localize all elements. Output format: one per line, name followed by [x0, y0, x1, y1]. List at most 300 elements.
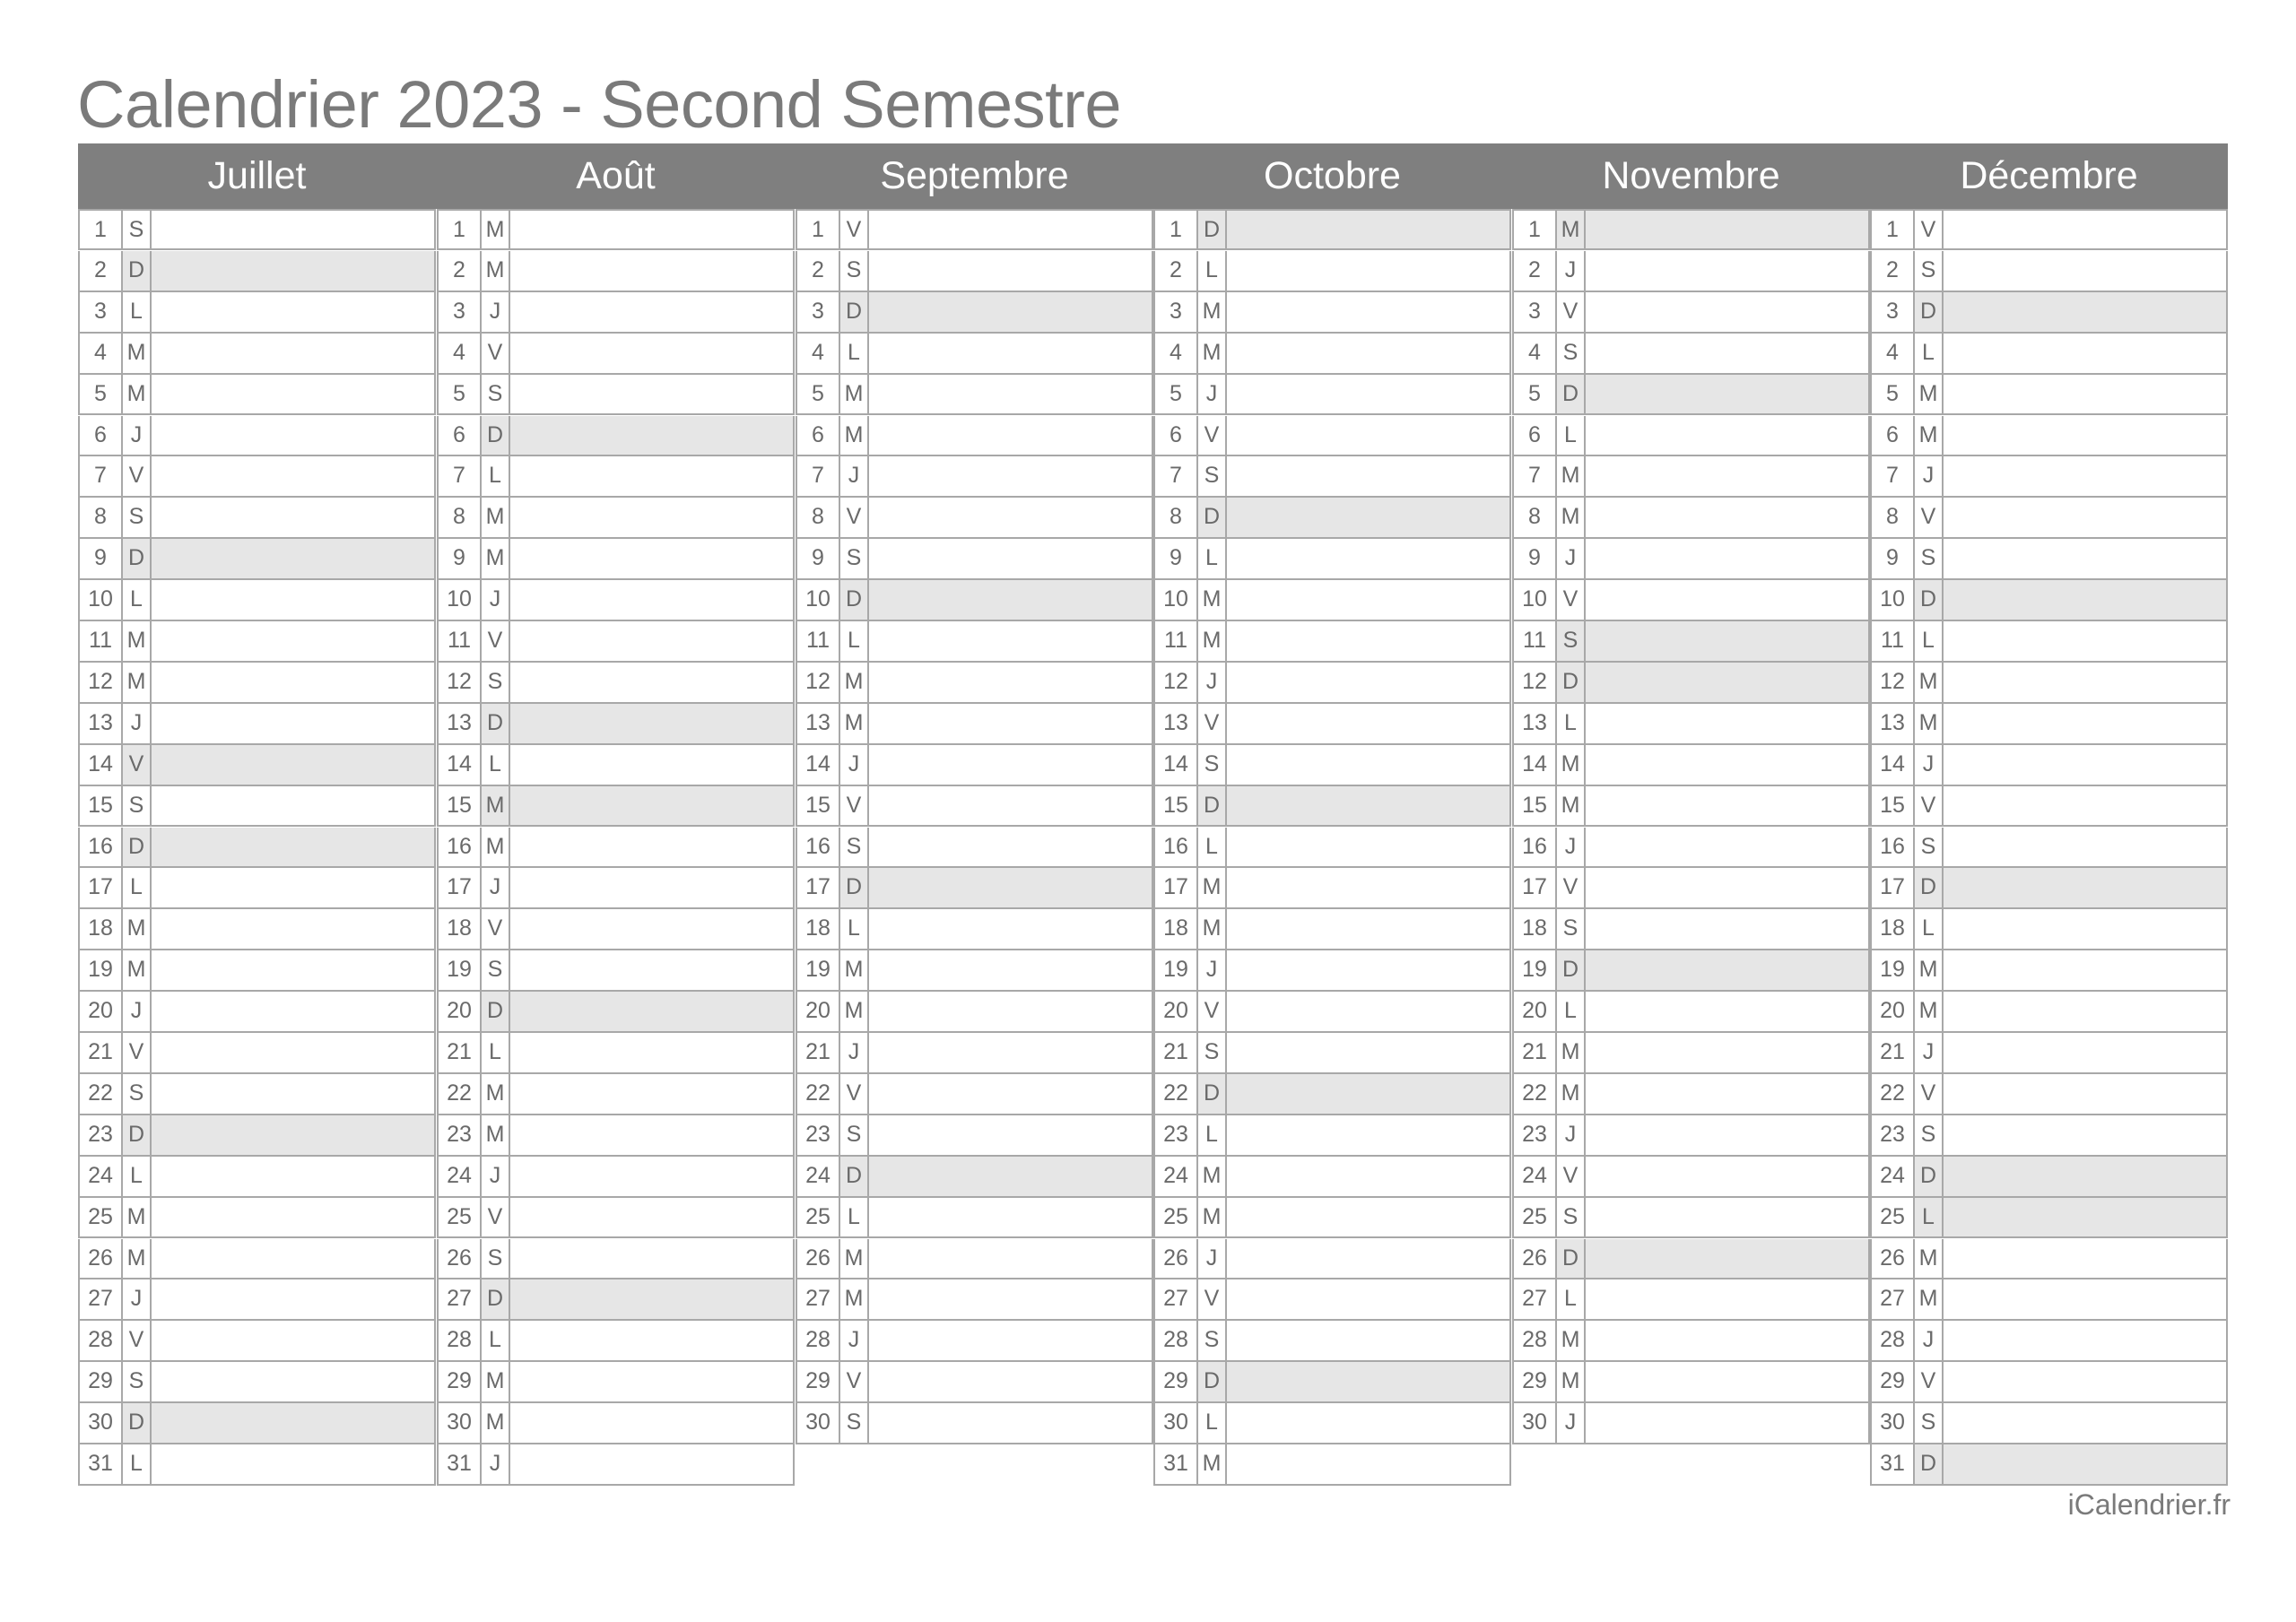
day-row[interactable]: [1153, 456, 1511, 498]
day-note-cell[interactable]: [1586, 1239, 1868, 1279]
day-row[interactable]: [1153, 209, 1511, 250]
day-note-cell[interactable]: [1944, 498, 2226, 537]
day-note-cell[interactable]: [510, 251, 793, 291]
day-row[interactable]: [1870, 1074, 2228, 1115]
day-note-cell[interactable]: [1586, 456, 1868, 496]
day-note-cell[interactable]: [1944, 1198, 2226, 1237]
day-note-cell[interactable]: [510, 786, 793, 826]
day-note-cell[interactable]: [152, 580, 434, 620]
day-row[interactable]: [437, 539, 795, 580]
day-row[interactable]: [796, 950, 1153, 992]
day-row[interactable]: [1153, 580, 1511, 621]
day-row[interactable]: [1153, 251, 1511, 292]
day-note-cell[interactable]: [1227, 786, 1509, 826]
day-row[interactable]: [796, 1033, 1153, 1074]
day-row[interactable]: [437, 1444, 795, 1486]
day-note-cell[interactable]: [152, 539, 434, 578]
day-row[interactable]: [796, 1403, 1153, 1444]
day-row[interactable]: [1153, 334, 1511, 375]
day-note-cell[interactable]: [869, 1157, 1152, 1196]
day-note-cell[interactable]: [1944, 909, 2226, 949]
day-note-cell[interactable]: [1586, 828, 1868, 867]
day-note-cell[interactable]: [1944, 1362, 2226, 1401]
day-note-cell[interactable]: [869, 1198, 1152, 1237]
day-note-cell[interactable]: [152, 1198, 434, 1237]
day-row[interactable]: [796, 1115, 1153, 1157]
day-note-cell[interactable]: [1944, 211, 2226, 248]
day-row[interactable]: [78, 1279, 436, 1321]
day-note-cell[interactable]: [1227, 950, 1509, 990]
day-note-cell[interactable]: [1586, 704, 1868, 743]
day-row[interactable]: [796, 1279, 1153, 1321]
day-row[interactable]: [78, 745, 436, 786]
day-note-cell[interactable]: [869, 663, 1152, 702]
day-row[interactable]: [78, 498, 436, 539]
day-row[interactable]: [1153, 950, 1511, 992]
day-row[interactable]: [796, 1239, 1153, 1280]
day-note-cell[interactable]: [869, 1115, 1152, 1155]
day-row[interactable]: [1870, 580, 2228, 621]
day-note-cell[interactable]: [1944, 1444, 2226, 1484]
day-row[interactable]: [1870, 909, 2228, 950]
day-row[interactable]: [1153, 375, 1511, 416]
day-note-cell[interactable]: [1944, 786, 2226, 826]
day-note-cell[interactable]: [869, 580, 1152, 620]
day-note-cell[interactable]: [1586, 786, 1868, 826]
day-row[interactable]: [796, 456, 1153, 498]
day-row[interactable]: [1870, 292, 2228, 334]
day-row[interactable]: [1870, 416, 2228, 457]
day-row[interactable]: [1512, 992, 1870, 1033]
day-note-cell[interactable]: [1227, 1157, 1509, 1196]
day-note-cell[interactable]: [1227, 1115, 1509, 1155]
day-row[interactable]: [437, 704, 795, 745]
day-row[interactable]: [78, 621, 436, 663]
day-note-cell[interactable]: [510, 580, 793, 620]
day-row[interactable]: [1512, 745, 1870, 786]
day-note-cell[interactable]: [1586, 1198, 1868, 1237]
day-note-cell[interactable]: [1944, 828, 2226, 867]
day-row[interactable]: [1512, 909, 1870, 950]
day-row[interactable]: [78, 868, 436, 909]
day-row[interactable]: [1870, 950, 2228, 992]
day-note-cell[interactable]: [510, 868, 793, 907]
day-note-cell[interactable]: [1586, 1033, 1868, 1072]
day-row[interactable]: [796, 663, 1153, 704]
day-row[interactable]: [1870, 786, 2228, 828]
day-note-cell[interactable]: [510, 745, 793, 785]
day-note-cell[interactable]: [1227, 251, 1509, 291]
day-row[interactable]: [78, 828, 436, 869]
day-row[interactable]: [796, 992, 1153, 1033]
day-note-cell[interactable]: [1944, 663, 2226, 702]
day-note-cell[interactable]: [152, 868, 434, 907]
day-row[interactable]: [796, 334, 1153, 375]
day-note-cell[interactable]: [869, 292, 1152, 332]
day-row[interactable]: [437, 456, 795, 498]
day-row[interactable]: [796, 251, 1153, 292]
day-note-cell[interactable]: [510, 292, 793, 332]
day-row[interactable]: [796, 786, 1153, 828]
day-row[interactable]: [1153, 1362, 1511, 1403]
day-row[interactable]: [78, 1198, 436, 1239]
day-row[interactable]: [78, 1157, 436, 1198]
day-row[interactable]: [78, 456, 436, 498]
day-row[interactable]: [1153, 621, 1511, 663]
day-note-cell[interactable]: [869, 828, 1152, 867]
day-row[interactable]: [78, 292, 436, 334]
day-note-cell[interactable]: [1586, 539, 1868, 578]
day-row[interactable]: [1870, 1115, 2228, 1157]
day-note-cell[interactable]: [510, 1157, 793, 1196]
day-note-cell[interactable]: [152, 292, 434, 332]
day-note-cell[interactable]: [1586, 1362, 1868, 1401]
day-row[interactable]: [1153, 416, 1511, 457]
day-row[interactable]: [796, 745, 1153, 786]
day-note-cell[interactable]: [1227, 828, 1509, 867]
day-note-cell[interactable]: [152, 334, 434, 373]
day-row[interactable]: [1153, 663, 1511, 704]
day-note-cell[interactable]: [1227, 704, 1509, 743]
day-note-cell[interactable]: [152, 375, 434, 414]
day-note-cell[interactable]: [1227, 539, 1509, 578]
day-note-cell[interactable]: [869, 704, 1152, 743]
day-row[interactable]: [796, 909, 1153, 950]
day-note-cell[interactable]: [1586, 498, 1868, 537]
day-note-cell[interactable]: [1227, 1239, 1509, 1279]
day-row[interactable]: [1153, 1198, 1511, 1239]
day-note-cell[interactable]: [869, 1033, 1152, 1072]
day-note-cell[interactable]: [152, 1362, 434, 1401]
day-note-cell[interactable]: [1944, 251, 2226, 291]
day-note-cell[interactable]: [510, 663, 793, 702]
day-row[interactable]: [437, 1279, 795, 1321]
day-row[interactable]: [1870, 539, 2228, 580]
day-note-cell[interactable]: [152, 251, 434, 291]
day-note-cell[interactable]: [510, 1239, 793, 1279]
day-row[interactable]: [1870, 375, 2228, 416]
day-note-cell[interactable]: [510, 334, 793, 373]
day-row[interactable]: [437, 1074, 795, 1115]
day-row[interactable]: [1153, 786, 1511, 828]
day-row[interactable]: [1512, 209, 1870, 250]
day-row[interactable]: [437, 416, 795, 457]
day-note-cell[interactable]: [152, 704, 434, 743]
day-note-cell[interactable]: [1586, 663, 1868, 702]
day-row[interactable]: [78, 1239, 436, 1280]
day-note-cell[interactable]: [1944, 1279, 2226, 1319]
day-row[interactable]: [796, 375, 1153, 416]
day-row[interactable]: [1512, 1157, 1870, 1198]
day-row[interactable]: [1153, 992, 1511, 1033]
day-row[interactable]: [796, 498, 1153, 539]
day-note-cell[interactable]: [152, 992, 434, 1031]
day-row[interactable]: [1153, 498, 1511, 539]
day-row[interactable]: [1153, 1074, 1511, 1115]
day-row[interactable]: [437, 334, 795, 375]
day-row[interactable]: [1512, 1362, 1870, 1403]
day-row[interactable]: [796, 621, 1153, 663]
day-row[interactable]: [1153, 1279, 1511, 1321]
day-row[interactable]: [1512, 704, 1870, 745]
day-row[interactable]: [1153, 828, 1511, 869]
day-note-cell[interactable]: [869, 211, 1152, 248]
day-row[interactable]: [1512, 1033, 1870, 1074]
day-note-cell[interactable]: [510, 828, 793, 867]
day-note-cell[interactable]: [152, 621, 434, 661]
day-row[interactable]: [796, 580, 1153, 621]
day-row[interactable]: [1870, 1362, 2228, 1403]
day-row[interactable]: [1153, 1321, 1511, 1362]
day-row[interactable]: [78, 1074, 436, 1115]
day-row[interactable]: [437, 1198, 795, 1239]
day-row[interactable]: [437, 1362, 795, 1403]
day-note-cell[interactable]: [1227, 663, 1509, 702]
day-note-cell[interactable]: [1586, 621, 1868, 661]
day-note-cell[interactable]: [1944, 868, 2226, 907]
day-note-cell[interactable]: [152, 211, 434, 248]
day-row[interactable]: [1512, 1239, 1870, 1280]
day-row[interactable]: [796, 1074, 1153, 1115]
day-row[interactable]: [437, 1321, 795, 1362]
day-row[interactable]: [78, 209, 436, 250]
day-row[interactable]: [1512, 621, 1870, 663]
day-note-cell[interactable]: [1944, 375, 2226, 414]
day-note-cell[interactable]: [510, 909, 793, 949]
day-row[interactable]: [437, 251, 795, 292]
day-note-cell[interactable]: [1227, 416, 1509, 455]
day-note-cell[interactable]: [1586, 868, 1868, 907]
day-row[interactable]: [437, 209, 795, 250]
day-note-cell[interactable]: [510, 1403, 793, 1443]
day-note-cell[interactable]: [510, 1074, 793, 1114]
day-row[interactable]: [1153, 1157, 1511, 1198]
day-row[interactable]: [1512, 786, 1870, 828]
day-note-cell[interactable]: [510, 1279, 793, 1319]
day-note-cell[interactable]: [869, 909, 1152, 949]
day-note-cell[interactable]: [1944, 456, 2226, 496]
day-row[interactable]: [1870, 209, 2228, 250]
day-note-cell[interactable]: [1586, 211, 1868, 248]
day-row[interactable]: [1512, 416, 1870, 457]
day-note-cell[interactable]: [1586, 292, 1868, 332]
day-note-cell[interactable]: [1227, 1444, 1509, 1484]
day-note-cell[interactable]: [1586, 1115, 1868, 1155]
day-note-cell[interactable]: [1944, 745, 2226, 785]
day-note-cell[interactable]: [869, 1239, 1152, 1279]
day-row[interactable]: [437, 663, 795, 704]
day-row[interactable]: [78, 1321, 436, 1362]
day-row[interactable]: [78, 375, 436, 416]
day-note-cell[interactable]: [152, 909, 434, 949]
day-note-cell[interactable]: [1227, 868, 1509, 907]
day-note-cell[interactable]: [510, 539, 793, 578]
day-row[interactable]: [1512, 539, 1870, 580]
day-note-cell[interactable]: [1944, 1157, 2226, 1196]
day-note-cell[interactable]: [1944, 950, 2226, 990]
day-note-cell[interactable]: [869, 992, 1152, 1031]
day-note-cell[interactable]: [1227, 992, 1509, 1031]
day-row[interactable]: [796, 704, 1153, 745]
day-row[interactable]: [78, 1403, 436, 1444]
day-row[interactable]: [1153, 868, 1511, 909]
day-note-cell[interactable]: [152, 663, 434, 702]
day-note-cell[interactable]: [510, 1321, 793, 1360]
footer-brand[interactable]: iCalendrier.fr: [2067, 1488, 2231, 1521]
day-note-cell[interactable]: [1944, 334, 2226, 373]
day-row[interactable]: [1870, 1403, 2228, 1444]
day-row[interactable]: [1153, 745, 1511, 786]
day-note-cell[interactable]: [1227, 456, 1509, 496]
day-note-cell[interactable]: [869, 251, 1152, 291]
day-row[interactable]: [1153, 1239, 1511, 1280]
day-row[interactable]: [1512, 292, 1870, 334]
day-note-cell[interactable]: [869, 950, 1152, 990]
day-note-cell[interactable]: [152, 1074, 434, 1114]
day-row[interactable]: [1512, 456, 1870, 498]
day-note-cell[interactable]: [510, 1444, 793, 1484]
day-note-cell[interactable]: [1227, 1033, 1509, 1072]
day-note-cell[interactable]: [1944, 539, 2226, 578]
day-row[interactable]: [437, 909, 795, 950]
day-note-cell[interactable]: [152, 828, 434, 867]
day-row[interactable]: [1870, 1279, 2228, 1321]
day-row[interactable]: [78, 786, 436, 828]
day-note-cell[interactable]: [1227, 1198, 1509, 1237]
day-row[interactable]: [1870, 704, 2228, 745]
day-note-cell[interactable]: [1586, 1403, 1868, 1443]
day-note-cell[interactable]: [869, 868, 1152, 907]
day-note-cell[interactable]: [869, 375, 1152, 414]
day-note-cell[interactable]: [1227, 292, 1509, 332]
day-note-cell[interactable]: [152, 1403, 434, 1443]
day-note-cell[interactable]: [1227, 334, 1509, 373]
day-row[interactable]: [1512, 828, 1870, 869]
day-row[interactable]: [1512, 663, 1870, 704]
day-row[interactable]: [437, 1033, 795, 1074]
day-row[interactable]: [1870, 1239, 2228, 1280]
day-row[interactable]: [437, 828, 795, 869]
day-note-cell[interactable]: [1944, 1239, 2226, 1279]
day-row[interactable]: [796, 828, 1153, 869]
day-note-cell[interactable]: [510, 621, 793, 661]
day-row[interactable]: [796, 868, 1153, 909]
day-row[interactable]: [1512, 375, 1870, 416]
day-row[interactable]: [1870, 745, 2228, 786]
day-row[interactable]: [78, 539, 436, 580]
day-row[interactable]: [78, 663, 436, 704]
day-row[interactable]: [437, 950, 795, 992]
day-note-cell[interactable]: [152, 1279, 434, 1319]
day-note-cell[interactable]: [510, 1362, 793, 1401]
day-row[interactable]: [437, 498, 795, 539]
day-row[interactable]: [796, 1157, 1153, 1198]
day-row[interactable]: [78, 251, 436, 292]
day-note-cell[interactable]: [510, 375, 793, 414]
day-row[interactable]: [78, 992, 436, 1033]
day-note-cell[interactable]: [510, 456, 793, 496]
day-note-cell[interactable]: [1944, 1074, 2226, 1114]
day-note-cell[interactable]: [510, 498, 793, 537]
day-note-cell[interactable]: [152, 950, 434, 990]
day-note-cell[interactable]: [152, 1115, 434, 1155]
day-row[interactable]: [1870, 663, 2228, 704]
day-row[interactable]: [1153, 909, 1511, 950]
day-row[interactable]: [1512, 334, 1870, 375]
day-note-cell[interactable]: [510, 1033, 793, 1072]
day-row[interactable]: [1870, 1444, 2228, 1486]
day-note-cell[interactable]: [1227, 1279, 1509, 1319]
day-note-cell[interactable]: [1586, 580, 1868, 620]
day-row[interactable]: [1512, 1279, 1870, 1321]
day-row[interactable]: [437, 1403, 795, 1444]
day-note-cell[interactable]: [1227, 580, 1509, 620]
day-note-cell[interactable]: [1586, 251, 1868, 291]
day-note-cell[interactable]: [1227, 1074, 1509, 1114]
day-row[interactable]: [437, 292, 795, 334]
day-note-cell[interactable]: [1586, 1157, 1868, 1196]
day-note-cell[interactable]: [1944, 580, 2226, 620]
day-note-cell[interactable]: [510, 416, 793, 455]
day-row[interactable]: [1153, 539, 1511, 580]
day-row[interactable]: [437, 1115, 795, 1157]
day-row[interactable]: [437, 1157, 795, 1198]
day-row[interactable]: [1870, 498, 2228, 539]
day-note-cell[interactable]: [510, 1198, 793, 1237]
day-note-cell[interactable]: [1227, 498, 1509, 537]
day-note-cell[interactable]: [1227, 1403, 1509, 1443]
day-note-cell[interactable]: [1227, 211, 1509, 248]
day-row[interactable]: [1870, 621, 2228, 663]
day-row[interactable]: [1512, 868, 1870, 909]
day-row[interactable]: [1870, 868, 2228, 909]
day-note-cell[interactable]: [510, 992, 793, 1031]
day-row[interactable]: [1512, 1321, 1870, 1362]
day-row[interactable]: [78, 950, 436, 992]
day-note-cell[interactable]: [1586, 1321, 1868, 1360]
day-note-cell[interactable]: [869, 1321, 1152, 1360]
day-row[interactable]: [437, 1239, 795, 1280]
day-row[interactable]: [1153, 1444, 1511, 1486]
day-row[interactable]: [437, 745, 795, 786]
day-note-cell[interactable]: [152, 745, 434, 785]
day-row[interactable]: [78, 416, 436, 457]
day-row[interactable]: [796, 1362, 1153, 1403]
day-row[interactable]: [1153, 1403, 1511, 1444]
day-row[interactable]: [796, 1198, 1153, 1239]
day-row[interactable]: [78, 1033, 436, 1074]
day-note-cell[interactable]: [1586, 950, 1868, 990]
day-note-cell[interactable]: [152, 498, 434, 537]
day-note-cell[interactable]: [152, 416, 434, 455]
day-note-cell[interactable]: [152, 786, 434, 826]
day-note-cell[interactable]: [1944, 1321, 2226, 1360]
day-note-cell[interactable]: [869, 539, 1152, 578]
day-note-cell[interactable]: [869, 745, 1152, 785]
day-note-cell[interactable]: [1944, 992, 2226, 1031]
day-note-cell[interactable]: [1944, 1403, 2226, 1443]
day-note-cell[interactable]: [869, 1074, 1152, 1114]
day-row[interactable]: [1870, 334, 2228, 375]
day-row[interactable]: [796, 209, 1153, 250]
day-row[interactable]: [78, 1444, 436, 1486]
day-note-cell[interactable]: [152, 1033, 434, 1072]
day-row[interactable]: [437, 375, 795, 416]
day-row[interactable]: [796, 416, 1153, 457]
day-note-cell[interactable]: [1586, 416, 1868, 455]
day-row[interactable]: [1512, 950, 1870, 992]
day-note-cell[interactable]: [510, 1115, 793, 1155]
